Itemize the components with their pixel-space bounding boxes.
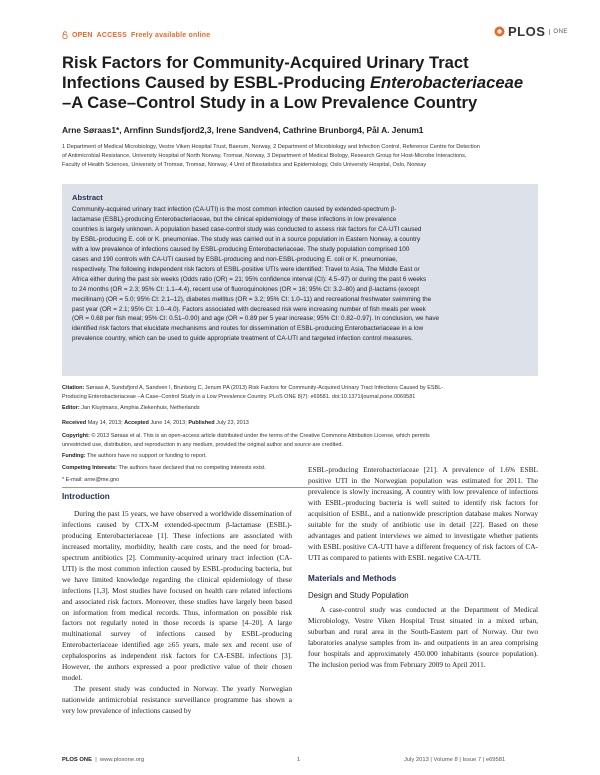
abstract-line: past year (OR = 2.1; 95% CI: 1.0–4.0). Factors associated with decreased risk were increasing number of fish meals per week	[72, 305, 426, 313]
received-date: May 14, 2013;	[87, 420, 123, 426]
funding-text: The authors have no support or funding to report.	[86, 453, 207, 459]
copyright-text-1: © 2013 Søraas et al. This is an open-access article distributed under the terms of the Creative Commons Attribution License, which permits	[91, 433, 430, 439]
affiliation-line: Faculty of Health Sciences, University of Tromsø, Tromsø, Norway, 4 Unit of Biostatistics and Epidemiology, Oslo University Hospital, Oslo, Norway	[62, 161, 427, 168]
received-label: Received	[62, 420, 87, 426]
open-lock-icon	[62, 31, 68, 39]
abstract-line: lactamase (ESBL)-producing Enterobacteriaceae, but the clinical epidemiology of these infections in low prevalence	[72, 215, 397, 223]
plos-logo-icon	[494, 26, 505, 37]
open-access-label	[62, 31, 210, 39]
footer-page-number: 1	[297, 757, 301, 763]
citation-label: Citation:	[62, 385, 85, 391]
right-paragraph-1: ESBL-producing Enterobacteriaceae [21]. A prevalence of 1.6% ESBL positive UTI in the Norwegian population was estimated for 2011. The prevalence is slowly increasing. A country with low prevalence of infections with ESBL-producing bacteria is well suited to identify risk factors for acquisition of ESBL, and a nationwide prescription database makes Norway suitable for the study of antibiotic use in detail [22]. Based on these advantages and patient interviews we aimed to investigate whether patients with ESBL positive CA-UTI have a different frequency of risk factors of CA-UTI as compared to patients with ESBL negative CA-UTI.	[308, 465, 538, 562]
title-line-3: –A Case–Control Study in a Low Prevalence Country	[62, 93, 478, 112]
methods-heading: Materials and Methods	[308, 573, 397, 583]
funding-label: Funding:	[62, 453, 86, 459]
title-line-2b: Enterobacteriaceae	[369, 73, 524, 92]
footer-issue: July 2013 | Volume 8 | Issue 7 | e69581	[404, 757, 506, 763]
abstract-line: identified risk factors that elucidate mechanisms and routes for dissemination of ESBL-producing Enterobacteriaceae in a low	[72, 325, 424, 333]
abstract-line: by ESBL-producing E. coli or K. pneumoniae. The study was carried out in a source population in Eastern Norway, a country	[72, 235, 421, 243]
editor-label: Editor:	[62, 405, 80, 411]
abstract-line: to 24 months (OR = 2.3; 95% CI: 1.1–4.4), recent use of fluoroquinolones (OR = 16; 95% CI: 3.2–80) and β-lactams (except	[72, 285, 420, 293]
abstract-line: mecillinam) (OR = 5.0; 95% CI: 2.1–12), diabetes mellitus (OR = 3.2; 95% CI: 1.0–11) and recreational freshwater swimming the	[72, 295, 432, 303]
footer-site-link[interactable]: www.plosone.org	[99, 757, 145, 763]
affiliation-line: of Antimicrobial Resistance, University Hospital of North Norway, Tromsø, Norway, 3 Department of Medical Biology, Research Group for Host-Microbe Interactions,	[62, 152, 467, 159]
competing-label: Competing Interests:	[62, 465, 118, 471]
abstract-line: countries is largely unknown. A population based case-control study was conducted to assess risk factors for CA-UTI caused	[72, 225, 422, 233]
abstract-text	[72, 205, 530, 344]
abstract-heading: Abstract	[72, 193, 103, 202]
footer-journal-name: PLOS ONE	[62, 757, 92, 763]
dates-block	[62, 419, 538, 428]
freely-available-text: Freely available online	[131, 31, 211, 39]
intro-paragraph-2: The present study was conducted in Norway. The yearly Norwegian nationwide antimicrobial resistance surveillance programme has shown a very low prevalence of infections caused by	[62, 684, 292, 716]
editor-text: Jan Kluytmans, Amphia Ziekenhuis, Netherlands	[81, 405, 200, 411]
methods-paragraph-1: A case-control study was conducted at the Department of Medical Microbiology, Vestre Viken Hospital Trust situated in a mixed urban, suburban and rural area in the South-Eastern part of Norway. Our two laboratories analyse samples from in- and outpatients in an area comprising four hospitals and approximately 450.000 inhabitants (source population). The inclusion period was from February 2009 to April 2011.	[308, 605, 538, 670]
affiliation-line: 1 Department of Medical Microbiology, Vestre Viken Hospital Trust, Baerum, Norway, 2 Department of Microbiology and Infection Control, Reference Centre for Detection	[62, 144, 480, 150]
editor-block	[62, 404, 538, 413]
citation-block	[62, 384, 538, 401]
abstract-line: (OR = 0.68 per fish meal; 95% CI: 0.51–0.90) and age (OR = 0.89 per 5 year increase; 95% CI: 0.82–0.97). In conclusion, we have	[72, 315, 440, 323]
abstract-line: respectively. The following independent risk factors of ESBL-positive UTIs were identified: Travel to Asia, The Middle East or	[72, 265, 420, 273]
abstract-line: with a low prevalence of infections caused by ESBL-producing Enterobacteriaceae. The study population comprised 100	[72, 245, 410, 253]
email-block: * E-mail: arne@me.gno	[62, 477, 120, 483]
footer-journal: PLOS ONE | www.plosone.org	[62, 757, 145, 763]
introduction-heading: Introduction	[62, 492, 110, 501]
plos-one-suffix: ONE	[549, 29, 568, 35]
citation-text-1: Søraas A, Sundsfjord A, Sandven I, Brunborg C, Jenum PA (2013) Risk Factors for Community-Acquired Urinary Tract Infections Caused by ESBL-	[85, 385, 444, 391]
copyright-block	[62, 432, 538, 449]
affiliations	[62, 143, 542, 169]
intro-paragraph-1: During the past 15 years, we have observed a worldwide dissemination of infections caused by CTX-M extended-spectrum β-lactamase (ESBL)-producing Enterobacteriaceae [1]. These infections are associated with increased mortality, morbidity, health care costs, and the need for broad-spectrum antibiotics [2]. Community-acquired urinary tract infection (CA-UTI) is the most common infection caused by ESBL-producing bacteria, but we have limited knowledge regarding the clinical epidemiology of these infections [1,3]. Most studies have focused on health care related infections and associated risk factors. Moreover, these studies have largely been based on information from medical records. Thus, information on possible risk factors not regularly noted in those records is sparse [4–20]. A large multinational survey of infections caused by ESBL-producing Enterobacteriaceae identified age ≥65 years, male sex and recent use of cephalosporins as independent risk factors for CA-ESBL infections [3]. However, the authors expressed a poor predictive value of their chosen model.	[62, 508, 292, 683]
abstract-line: Africa either during the past six weeks (Odds ratio (OR) = 21; 95% confidence interval (CI): 4.5–97) or during the past 6 weeks	[72, 275, 427, 283]
open-text: OPEN	[72, 31, 93, 39]
access-text: ACCESS	[96, 31, 128, 39]
right-column	[308, 465, 538, 671]
abstract-line: cases and 190 controls with CA-UTI caused by ESBL-producing and non-ESBL-producing E. coli or K. pneumoniae,	[72, 255, 398, 263]
published-label: Published	[188, 420, 215, 426]
plos-logo-text: PLOS	[508, 24, 546, 39]
plos-one-logo[interactable]	[494, 24, 568, 39]
competing-text: The authors have declared that no competing interests exist.	[118, 465, 266, 471]
design-subheading: Design and Study Population	[308, 590, 409, 600]
left-column	[62, 492, 292, 717]
article-title	[62, 53, 542, 113]
author-list: Arne Søraas1*, Arnfinn Sundsfjord2,3, Irene Sandven4, Cathrine Brunborg4, Pål A. Jenum1	[62, 125, 424, 135]
copyright-text-2: unrestricted use, distribution, and reproduction in any medium, provided the original author and source are credited.	[62, 441, 343, 448]
page-header	[0, 0, 600, 46]
copyright-label: Copyright:	[62, 433, 90, 439]
abstract-line: prevalence country, which can be used to guide appropriate treatment of CA-UTI and targeted infection control measures.	[72, 335, 413, 343]
accepted-label: Accepted	[124, 420, 149, 426]
title-line-1: Risk Factors for Community-Acquired Urinary Tract	[62, 53, 469, 72]
accepted-date: June 14, 2013;	[150, 420, 187, 426]
funding-block	[62, 452, 538, 461]
abstract-line: Community-acquired urinary tract infection (CA-UTI) is the most common infection caused by extended-spectrum β-	[72, 206, 397, 213]
citation-text-2: Producing Enterobacteriaceae –A Case–Control Study in a Low Prevalence Country. PLoS ONE 8(7): e69581. doi:10.1371/journal.pone.0069581	[62, 393, 416, 400]
title-line-2a: Infections Caused by ESBL-Producing	[62, 73, 370, 92]
published-date: July 23, 2013	[216, 420, 249, 426]
